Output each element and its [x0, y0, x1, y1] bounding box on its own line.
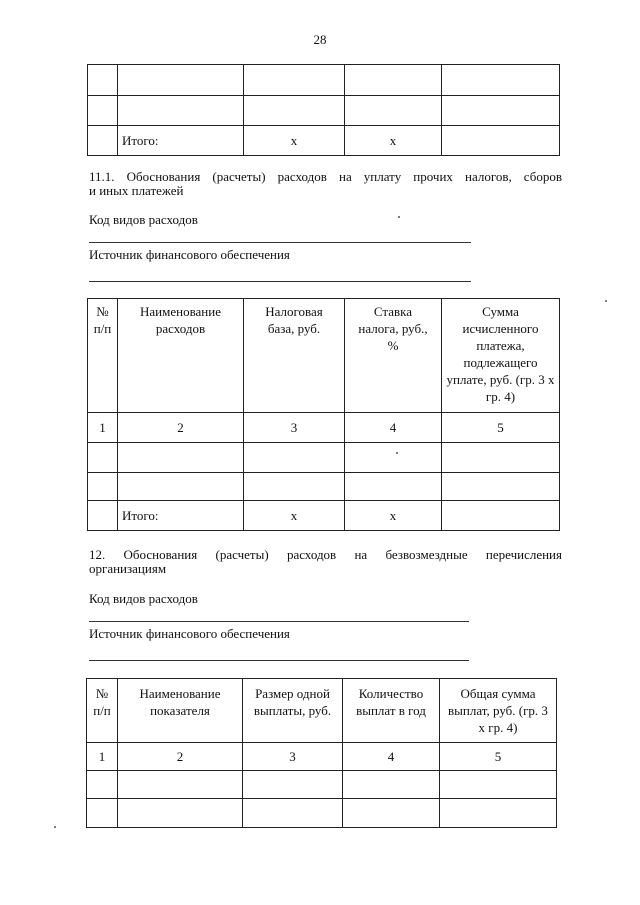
fill-line	[89, 281, 471, 282]
total-row	[88, 126, 560, 156]
total-label: Итого:	[118, 501, 244, 531]
fill-line	[89, 242, 471, 243]
col-number: 2	[118, 743, 243, 771]
col-number: 5	[440, 743, 557, 771]
table-row	[88, 473, 560, 501]
col-header-amount: Сумма исчисленного платежа, подлежащего уплате, руб. (гр. 3 х гр. 4)	[442, 299, 560, 413]
expense-code-label: Код видов расходов	[89, 591, 198, 606]
fill-line	[89, 621, 469, 622]
total-row	[88, 501, 560, 531]
col-header-number: № п/п	[87, 679, 118, 743]
section-12-title	[89, 548, 562, 576]
table-row	[87, 799, 557, 828]
col-numbers-row	[88, 413, 560, 443]
col-header-payment-size: Размер одной выплаты, руб.	[243, 679, 343, 743]
title-line: и иных платежей	[89, 183, 184, 198]
col-number: 5	[442, 413, 560, 443]
col-number: 4	[345, 413, 442, 443]
expense-code-label: Код видов расходов	[89, 212, 198, 227]
header-row	[87, 679, 557, 743]
title-line: организациям	[89, 561, 167, 576]
taxes-table	[87, 298, 560, 531]
total-label: Итого:	[118, 126, 244, 156]
col-header-total: Общая сумма выплат, руб. (гр. 3 х гр. 4)	[440, 679, 557, 743]
top-table	[87, 64, 560, 156]
funding-source-label: Источник финансового обеспечения	[89, 247, 290, 262]
section-11-1-title	[89, 170, 562, 198]
col-header-name: Наименование расходов	[118, 299, 244, 413]
fill-line	[89, 660, 469, 661]
col-header-indicator: Наименование показателя	[118, 679, 243, 743]
col-numbers-row	[87, 743, 557, 771]
scan-speck	[398, 216, 400, 218]
table-row	[88, 443, 560, 473]
col-number: 3	[243, 743, 343, 771]
col-number: 1	[87, 743, 118, 771]
transfers-table	[86, 678, 557, 828]
col-header-payments-count: Количество выплат в год	[343, 679, 440, 743]
title-line: 11.1. Обоснования (расчеты) расходов на уплату прочих налогов, сборов	[89, 169, 562, 184]
col-header-tax-rate: Ставка налога, руб., %	[345, 299, 442, 413]
col-header-number: № п/п	[88, 299, 118, 413]
scan-speck	[396, 452, 398, 454]
x-mark: x	[244, 501, 345, 531]
col-number: 1	[88, 413, 118, 443]
header-row	[88, 299, 560, 413]
title-line: 12. Обоснования (расчеты) расходов на безвозмездные перечисления	[89, 547, 562, 562]
x-mark: x	[345, 501, 442, 531]
page-number: 28	[313, 32, 327, 47]
col-number: 3	[244, 413, 345, 443]
table-row	[87, 771, 557, 799]
scan-speck	[54, 826, 56, 828]
col-number: 2	[118, 413, 244, 443]
table-row	[88, 65, 560, 96]
funding-source-label: Источник финансового обеспечения	[89, 626, 290, 641]
x-mark: x	[345, 126, 442, 156]
x-mark: x	[244, 126, 345, 156]
table-row	[88, 96, 560, 126]
scan-speck	[605, 300, 607, 302]
col-number: 4	[343, 743, 440, 771]
col-header-tax-base: Налоговая база, руб.	[244, 299, 345, 413]
